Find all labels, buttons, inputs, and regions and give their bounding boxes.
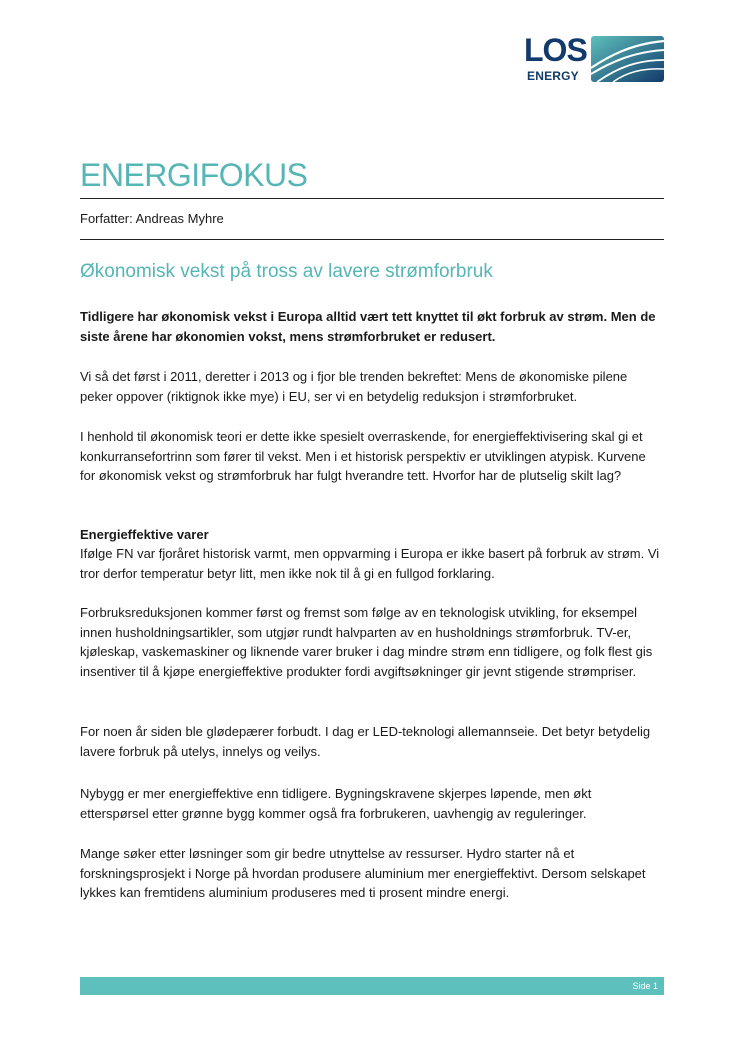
document-title: ENERGIFOKUS	[80, 157, 308, 193]
title-divider	[80, 198, 664, 199]
paragraph-7: Mange søker etter løsninger som gir bedre utnyttelse av ressurser. Hydro starter nå et forskningsprosjekt i Norge på hvordan produsere aluminium mer energieffektivt. Dersom selskapet lykkes kan fremtidens aluminium produseres med ti prosent mindre energi.	[80, 846, 646, 900]
paragraph-2: I henhold til økonomisk teori er dette ikke spesielt overraskende, for energieffektivisering skal gi et konkurransefortrinn som fører til vekst. Men i et historisk perspektiv er utviklingen atypisk. Kurvene for økonomisk vekst og strømforbruk har fulgt hverandre tett. Hvorfor har de plutselig skilt lag?	[80, 429, 646, 483]
paragraph-3: Ifølge FN var fjoråret historisk varmt, men oppvarming i Europa er ikke basert på forbruk av strøm. Vi tror derfor temperatur betyr litt, men ikke nok til å gi en fullgod forklaring.	[80, 546, 660, 581]
footer-bar	[80, 977, 664, 995]
logo-wave-icon	[591, 36, 664, 82]
author-line: Forfatter: Andreas Myhre	[80, 211, 224, 226]
lead-paragraph: Tidligere har økonomisk vekst i Europa alltid vært tett knyttet til økt forbruk av strøm. Men de siste årene har økonomien vokst, mens strømforbruket er redusert.	[80, 309, 656, 344]
logo-wordmark-los: LOS	[524, 32, 587, 68]
company-logo	[524, 34, 666, 90]
section-heading: Energieffektive varer	[80, 527, 209, 542]
paragraph-5: For noen år siden ble glødepærer forbudt. I dag er LED-teknologi allemannseie. Det betyr betydelig lavere forbruk på utelys, innelys og veilys.	[80, 724, 651, 759]
author-divider	[80, 239, 664, 240]
logo-wordmark-energy: ENERGY	[527, 69, 579, 83]
paragraph-4: Forbruksreduksjonen kommer først og fremst som følge av en teknologisk utvikling, for eksempel innen husholdningsartikler, som utgjør rundt halvparten av en husholdnings strømforbruk. TV-er, kjøleskap, vaskemaskiner og liknende varer bruker i dag mindre strøm enn tidligere, og folk flest gis insentiver til å kjøpe energieffektive produkter fordi avgiftsøkninger gir jevnt stigende strømpriser.	[80, 605, 653, 679]
page-number: Side 1	[632, 981, 658, 991]
paragraph-1: Vi så det først i 2011, deretter i 2013 og i fjor ble trenden bekreftet: Mens de økonomiske pilene peker oppover (riktignok ikke mye) i EU, ser vi en betydelig reduksjon i strømforbruket.	[80, 369, 628, 404]
article-subtitle: Økonomisk vekst på tross av lavere strømforbruk	[80, 261, 493, 282]
paragraph-6: Nybygg er mer energieffektive enn tidligere. Bygningskravene skjerpes løpende, men økt etterspørsel etter grønne bygg kommer også fra forbrukeren, uavhengig av reguleringer.	[80, 786, 592, 821]
